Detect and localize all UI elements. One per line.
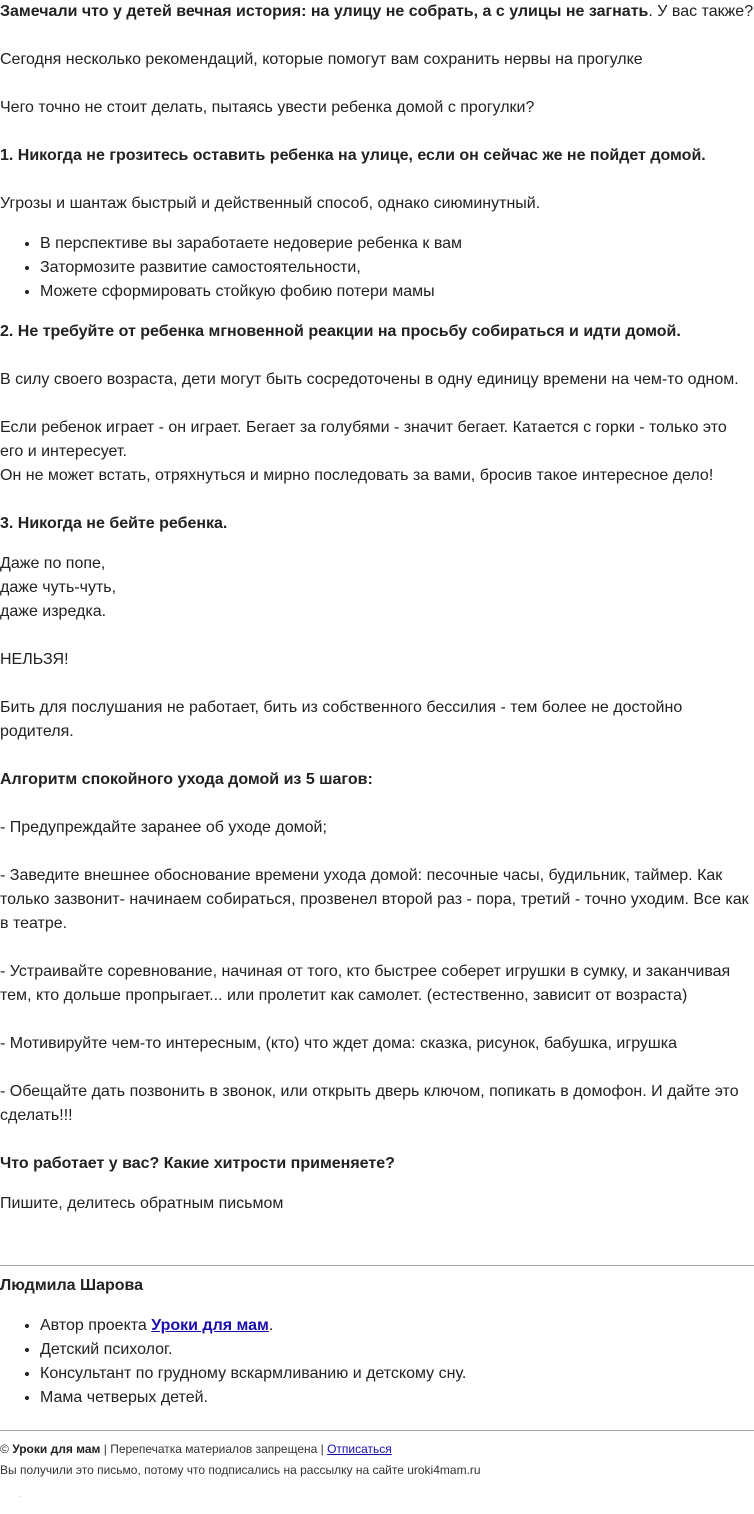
question-paragraph: Чего точно не стоит делать, пытаясь увести ребенка домой с прогулки? [0,99,535,116]
step-4: - Мотивируйте чем-то интересным, (кто) что ждет дома: сказка, рисунок, бабушка, игрушка [0,1035,678,1052]
paragraph-2a: В силу своего возраста, дети могут быть сосредоточены в одну единицу времени на чем-то одном. [0,371,739,388]
paragraph-3a: Даже по попе, [0,555,106,572]
author-item-prefix: Автор проекта [40,1317,152,1334]
footer-notice: Вы получили это письмо, потому что подписались на рассылку на сайте uroki4mam.ru [0,1463,481,1477]
paragraph-2b: Если ребенок играет - он играет. Бегает за голубями - значит бегает. Катается с горки - только это его и интересует. [0,419,727,460]
list-item: • Можете сформировать стойкую фобию потери мамы [40,280,754,304]
closing-paragraph: Пишите, делитесь обратным письмом [0,1195,284,1212]
step-3: - Устраивайте соревнование, начиная от того, кто быстрее соберет игрушки в сумку, и заканчивая тем, кто дольше пропрыгает... или пролетит как самолет. (естественно, зависит от возраста) [0,963,731,1004]
heading-3-text: 3. Никогда не бейте ребенка. [0,515,228,532]
author-item-suffix: . [268,1317,274,1334]
list-item [40,1314,754,1338]
project-link[interactable]: Уроки для мам [151,1317,269,1334]
copyright-symbol: © [0,1442,9,1456]
step-5: - Обещайте дать позвонить в звонок, или открыть дверь ключом, попикать в домофон. И дайте это сделать!!! [0,1083,739,1124]
heading-4-text: Алгоритм спокойного ухода домой из 5 шагов: [0,771,373,788]
step-2: - Заведите внешнее обоснование времени ухода домой: песочные часы, будильник, таймер. Как только зазвонит- начинаем собираться, прозвенел второй раз - пора, третий - точно уходим. Все как в театре. [0,867,749,932]
step-1: - Предупреждайте заранее об уходе домой; [0,819,327,836]
list-item: • Мама четверых детей. [40,1386,754,1410]
intro-paragraph [0,0,754,24]
footer-brand: Уроки для мам [12,1442,101,1456]
paragraph-3e: Бить для послушания не работает, бить из собственного бессилия - тем более не достойно родителя. [0,699,683,740]
author-list [0,1314,754,1410]
paragraph-3c: даже изредка. [0,603,107,620]
footer [0,1441,754,1478]
author-name [0,1274,754,1298]
list-item: • Консультант по грудному вскармливанию и детскому сну. [40,1362,754,1386]
heading-2 [0,320,754,344]
heading-5 [0,1152,754,1176]
list-item: • Затормозите развитие самостоятельности, [40,256,754,280]
heading-1-text: 1. Никогда не грозитесь оставить ребенка на улице, если он сейчас же не пойдет домой. [0,147,706,164]
list-item: • В перспективе вы заработаете недоверие ребенка к вам [40,232,754,256]
paragraph-2c: Он не может встать, отряхнуться и мирно последовать за вами, бросив такое интересное дело! [0,467,714,484]
author-name-text: Людмила Шарова [0,1277,144,1294]
footer-line-1 [0,1441,754,1457]
paragraph-3d: НЕЛЬЗЯ! [0,651,69,668]
paragraph-3b: даже чуть-чуть, [0,579,117,596]
heading-5-text: Что работает у вас? Какие хитрости применяете? [0,1155,395,1172]
list-1 [0,232,754,304]
heading-1 [0,144,754,168]
list-item: • Детский психолог. [40,1338,754,1362]
heading-3 [0,512,754,536]
heading-4 [0,768,754,792]
recommend-paragraph: Сегодня несколько рекомендаций, которые помогут вам сохранить нервы на прогулке [0,51,643,68]
paragraph-1: Угрозы и шантаж быстрый и действенный способ, однако сиюминутный. [0,195,541,212]
footer-separator: | Перепечатка материалов запрещена | [100,1442,328,1456]
intro-bold: Замечали что у детей вечная история: на улицу не собрать, а с улицы не загнать [0,3,649,20]
heading-2-text: 2. Не требуйте от ребенка мгновенной реакции на просьбу собираться и идти домой. [0,323,681,340]
unsubscribe-link[interactable]: Отписаться [327,1442,392,1456]
tracking-pixel-icon: · [18,1491,22,1502]
intro-rest: . У вас также? [648,3,754,20]
